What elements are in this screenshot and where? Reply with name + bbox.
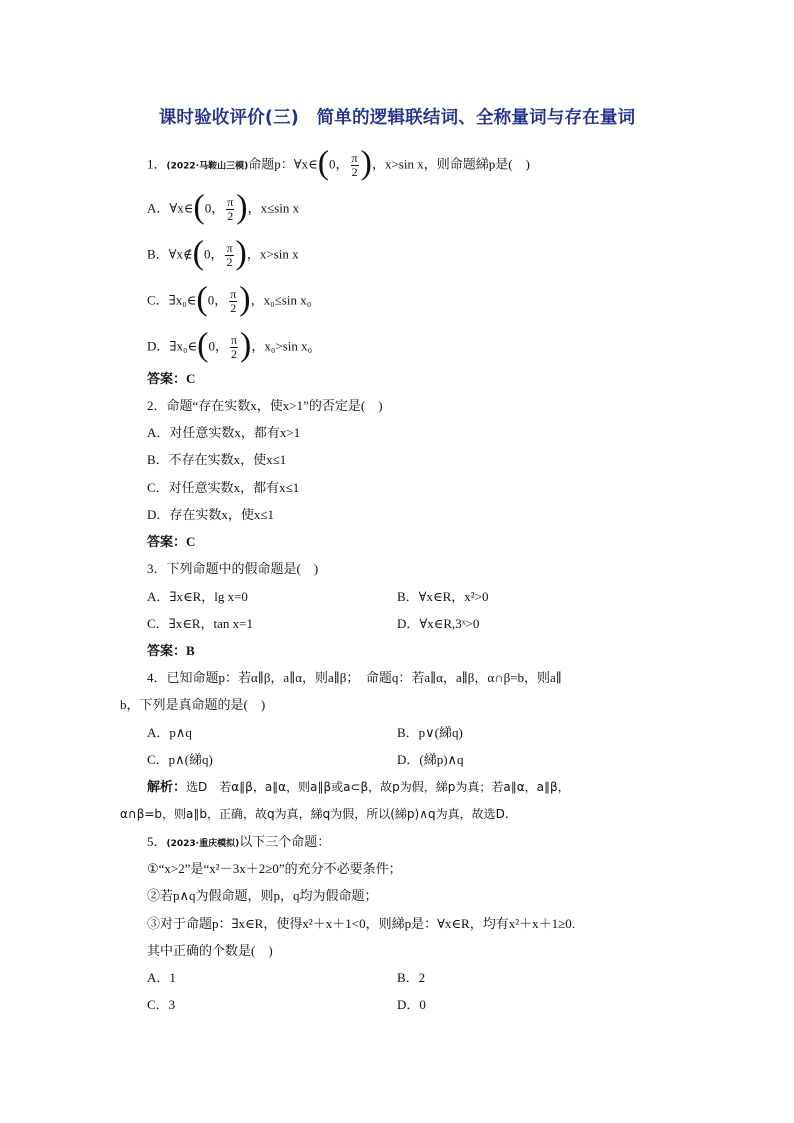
fraction — [229, 288, 237, 315]
page-title: 课时验收评价(三) 简单的逻辑联结词、全称量词与存在量词 — [158, 108, 636, 128]
option-suffix: ，x≤sin x — [247, 200, 300, 216]
q3-option-d: D．∀x∈R,3ˣ>0 — [397, 616, 480, 631]
frac-den: 2 — [230, 347, 237, 361]
q5-stem — [147, 833, 330, 853]
q4-option-d: D．(綈p)∧q — [397, 752, 464, 767]
option-prefix: B．∀x∉ — [147, 246, 193, 262]
frac-den: 2 — [226, 255, 233, 269]
frac-num: π — [230, 333, 238, 347]
q1-option-d — [147, 326, 313, 364]
frac-den: 2 — [227, 209, 234, 223]
option-suffix: ，x>sin x — [246, 246, 299, 262]
q1-zero: 0， — [329, 156, 349, 172]
q5-option-c: C．3 — [147, 997, 176, 1012]
left-paren: ( — [196, 280, 208, 318]
q2-option-b: B．不存在实数x，使x≤1 — [147, 452, 287, 467]
q1-answer: 答案：C — [147, 371, 196, 386]
fraction — [225, 242, 233, 269]
q2-stem: 2．命题“存在实数x，使x>1”的否定是( ) — [147, 398, 383, 413]
q5-source: (2023·重庆模拟) — [166, 839, 240, 849]
q4-option-c: C．p∧(綈q) — [147, 752, 213, 767]
right-paren: ) — [236, 188, 248, 226]
q3-option-c: C．∃x∈R，tan x=1 — [147, 616, 253, 631]
q3-option-b: B．∀x∈R，x²>0 — [397, 589, 489, 604]
q1-stem — [147, 144, 530, 182]
option-suffix: ，x₀>sin x₀ — [251, 338, 313, 354]
q5-statement-2: ②若p∧q为假命题，则p，q均为假命题； — [147, 888, 378, 903]
q4-explanation-line1 — [147, 778, 570, 796]
q5-option-d: D．0 — [397, 997, 426, 1012]
fraction — [230, 334, 238, 361]
q1-stem-text-a: 命题p：∀x∈ — [248, 156, 318, 172]
q4-explanation-line2: α∩β=b，则a∥b，正确，故q为真，綈q为假，所以(綈p)∧q为真，故选D. — [120, 807, 509, 821]
q1-right-paren: ) — [360, 144, 372, 182]
q4-option-a: A．p∧q — [147, 725, 192, 740]
left-paren: ( — [197, 326, 209, 364]
q4-stem-line1: 4．已知命题p：若α∥β，a∥α，则a∥β； 命题q：若a∥α，a∥β，α∩β=b，则a∥ — [147, 670, 562, 685]
right-paren: ) — [240, 326, 252, 364]
fraction — [226, 196, 234, 223]
frac-num: π — [226, 241, 233, 255]
explanation-text: 选D 若α∥β，a∥α，则a∥β或a⊂β，故p为假，綈p为真；若a∥α，a∥β， — [186, 780, 570, 794]
q1-option-b — [147, 234, 299, 272]
zero: 0， — [208, 338, 228, 354]
frac-den: 2 — [351, 165, 358, 179]
q1-option-c — [147, 280, 312, 318]
q2-option-c: C．对任意实数x，都有x≤1 — [147, 480, 300, 495]
q3-option-a: A．∃x∈R，lg x=0 — [147, 589, 248, 604]
q1-option-a — [147, 188, 300, 226]
q4-option-b: B．p∨(綈q) — [397, 725, 463, 740]
q3-answer: 答案：B — [147, 643, 195, 658]
frac-num: π — [227, 195, 234, 209]
frac-num: π — [351, 151, 358, 165]
q2-answer: 答案：C — [147, 534, 196, 549]
q5-statement-3: ③对于命题p：∃x∈R，使得x²＋x＋1<0，则綈p是：∀x∈R，均有x²＋x＋1≥0. — [147, 916, 575, 931]
left-paren: ( — [193, 188, 205, 226]
option-prefix: A．∀x∈ — [147, 200, 194, 216]
q5-option-a: A．1 — [147, 970, 176, 985]
q5-ask: 其中正确的个数是( ) — [147, 943, 273, 958]
frac-den: 2 — [230, 301, 237, 315]
zero: 0， — [203, 246, 224, 262]
q1-stem-text-b: ，x>sin x，则命题綈p是( ) — [371, 156, 530, 172]
option-suffix: ，x₀≤sin x₀ — [250, 292, 312, 308]
left-paren: ( — [192, 234, 204, 272]
q1-number: 1． — [147, 156, 167, 172]
zero: 0， — [204, 200, 225, 216]
option-prefix: C．∃x₀∈ — [147, 292, 197, 308]
q1-source: (2022·马鞍山三模) — [166, 161, 249, 172]
q3-stem: 3．下列命题中的假命题是( ) — [147, 561, 319, 576]
right-paren: ) — [235, 234, 247, 272]
q5-option-b: B．2 — [397, 970, 426, 985]
q1-left-paren: ( — [317, 144, 330, 182]
q5-number: 5． — [147, 834, 167, 849]
q5-stem-text: 以下三个命题： — [239, 834, 331, 849]
option-prefix: D．∃x₀∈ — [147, 338, 198, 354]
q5-statement-1: ①“x>2”是“x²－3x＋2≥0”的充分不必要条件； — [147, 861, 402, 876]
right-paren: ) — [239, 280, 251, 318]
q1-fraction — [351, 152, 359, 179]
zero: 0， — [207, 292, 228, 308]
explanation-label: 解析： — [147, 779, 187, 794]
q4-stem-line2: b，下列是真命题的是( ) — [120, 697, 266, 712]
frac-num: π — [230, 287, 237, 301]
q2-option-d: D．存在实数x，使x≤1 — [147, 507, 275, 522]
q2-option-a: A．对任意实数x，都有x>1 — [147, 425, 301, 440]
